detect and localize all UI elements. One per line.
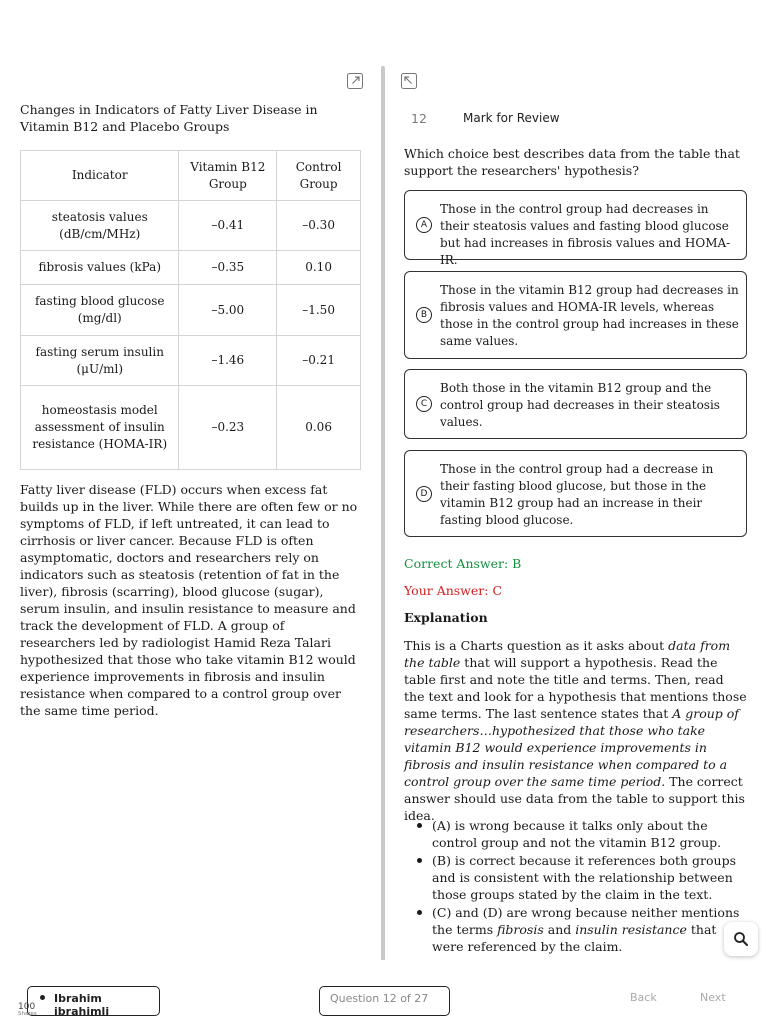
header-control: Control Group	[277, 151, 361, 201]
table-row	[21, 336, 361, 386]
bullet-dot	[417, 910, 422, 915]
cell-b12: –0.35	[179, 251, 277, 285]
user-badge[interactable]	[27, 986, 160, 1016]
text-run: The correct answer should use data from the table to support this idea.	[404, 774, 745, 823]
table-row	[21, 201, 361, 251]
text-run: that will support a hypothesis. Read the table first and note the title and terms. Then, read the text and look for a hypothesis that mentions those same terms. The last sentence states that	[404, 655, 747, 721]
choice-b[interactable]	[404, 271, 747, 359]
passage-panel	[20, 101, 361, 719]
choice-a[interactable]	[404, 190, 747, 267]
cell-b12: –1.46	[179, 336, 277, 386]
choice-text: Those in the control group had a decrease in their fasting blood glucose, but those in the vitamin B12 group had an increase in their fasting blood glucose.	[440, 462, 714, 527]
correct-answer: Correct Answer: B	[404, 556, 522, 571]
bullet-dot	[417, 858, 422, 863]
next-button[interactable]: Next	[700, 991, 726, 1004]
explanation-text	[404, 637, 748, 824]
bullet-dot	[417, 823, 422, 828]
cell-control: 0.10	[277, 251, 361, 285]
text-run: (C) and (D) are wrong because neither mentions the terms	[432, 905, 740, 937]
explanation-heading: Explanation	[404, 610, 488, 625]
cell-control: 0.06	[277, 386, 361, 470]
cell-indicator: homeostasis model assessment of insulin resistance (HOMA-IR)	[21, 386, 179, 470]
question-number: 12	[411, 111, 427, 126]
choice-letter: B	[416, 307, 432, 323]
cell-indicator: fibrosis values (kPa)	[21, 251, 179, 285]
cell-indicator: steatosis values (dB/cm/MHz)	[21, 201, 179, 251]
header-vitamin-b12: Vitamin B12 Group	[179, 151, 277, 201]
explanation-bullet	[404, 852, 748, 903]
explanation-bullet	[404, 817, 748, 851]
mark-for-review-button[interactable]: Mark for Review	[463, 111, 560, 125]
question-nav-label: Question 12 of 27	[330, 992, 429, 1005]
explanation-bullets	[404, 817, 748, 956]
share-count: 100	[18, 1002, 36, 1012]
choice-letter: A	[416, 217, 432, 233]
table-title: Changes in Indicators of Fatty Liver Disease in Vitamin B12 and Placebo Groups	[20, 102, 318, 134]
cell-b12: –0.41	[179, 201, 277, 251]
user-name: Ibrahim ibrahimli	[54, 992, 110, 1016]
table-header-row	[21, 151, 361, 201]
text-run: (B) is correct because it references both groups and is consistent with the relationship between those groups stated by the claim in the text.	[432, 853, 737, 902]
cell-indicator: fasting serum insulin (μU/ml)	[21, 336, 179, 386]
cell-indicator: fasting blood glucose (mg/dl)	[21, 285, 179, 336]
your-answer: Your Answer: C	[404, 583, 503, 598]
passage-text: Fatty liver disease (FLD) occurs when excess fat builds up in the liver. While there are often few or no symptoms of FLD, if left untreated, it can lead to cirrhosis or liver cancer. Because FLD is often asymptomatic, doctors and researchers rely on indicators such as steatosis (retention of fat in the liver), fibrosis (scarring), blood glucose (sugar), serum insulin, and insulin resistance to measure and track the development of FLD. A group of researchers led by radiologist Hamid Reza Talari hypothesized that those who take vitamin B12 would experience improvements in fibrosis and insulin resistance when compared to a control group over the same time period.	[20, 482, 358, 718]
collapse-icon[interactable]	[401, 73, 417, 89]
italic-text: insulin resistance	[575, 922, 687, 937]
table-row	[21, 251, 361, 285]
cell-b12: –0.23	[179, 386, 277, 470]
table-row	[21, 285, 361, 336]
table-row	[21, 386, 361, 470]
cell-control: –0.21	[277, 336, 361, 386]
cell-control: –0.30	[277, 201, 361, 251]
user-dot	[40, 995, 45, 1000]
footer-backdrop	[0, 960, 768, 984]
back-button[interactable]: Back	[630, 991, 657, 1004]
text-run: and	[543, 922, 576, 937]
share-label: Shares	[18, 1011, 37, 1017]
text-run: This is a Charts question as it asks about	[404, 638, 669, 653]
search-icon	[733, 931, 749, 947]
explanation-bullet	[404, 904, 748, 955]
choice-text: Those in the vitamin B12 group had decreases in fibrosis values and HOMA-IR levels, whereas those in the control group had increases in these same values.	[440, 283, 739, 348]
expand-icon[interactable]	[347, 73, 363, 89]
italic-text: fibrosis	[497, 922, 544, 937]
text-run: (A) is wrong because it talks only about the control group and not the vitamin B12 group.	[432, 818, 722, 850]
data-table	[20, 150, 361, 470]
panel-divider[interactable]	[381, 66, 385, 964]
search-button[interactable]	[724, 922, 758, 956]
text-run: that were referenced by the claim.	[432, 922, 717, 954]
choice-text: Both those in the vitamin B12 group and the control group had decreases in their steatosis values.	[440, 381, 720, 429]
choice-text: Those in the control group had decreases in their steatosis values and fasting blood glucose but had increases in fibrosis values and HOMA-IR.	[440, 202, 731, 267]
choice-letter: C	[416, 396, 432, 412]
choice-letter: D	[416, 486, 432, 502]
choice-c[interactable]	[404, 369, 747, 439]
header-indicator: Indicator	[21, 151, 179, 201]
choice-d[interactable]	[404, 450, 747, 537]
cell-b12: –5.00	[179, 285, 277, 336]
share-counter	[18, 1003, 37, 1018]
italic-text: A group of researchers…hypothesized that those who take vitamin B12 would experience improvements in fibrosis and insulin resistance when compared to a control group over the same time period.	[404, 706, 739, 789]
question-nav-button[interactable]	[319, 986, 450, 1016]
cell-control: –1.50	[277, 285, 361, 336]
question-text: Which choice best describes data from the table that support the researchers' hypothesis?	[404, 146, 740, 178]
italic-text: data from the table	[404, 638, 731, 670]
